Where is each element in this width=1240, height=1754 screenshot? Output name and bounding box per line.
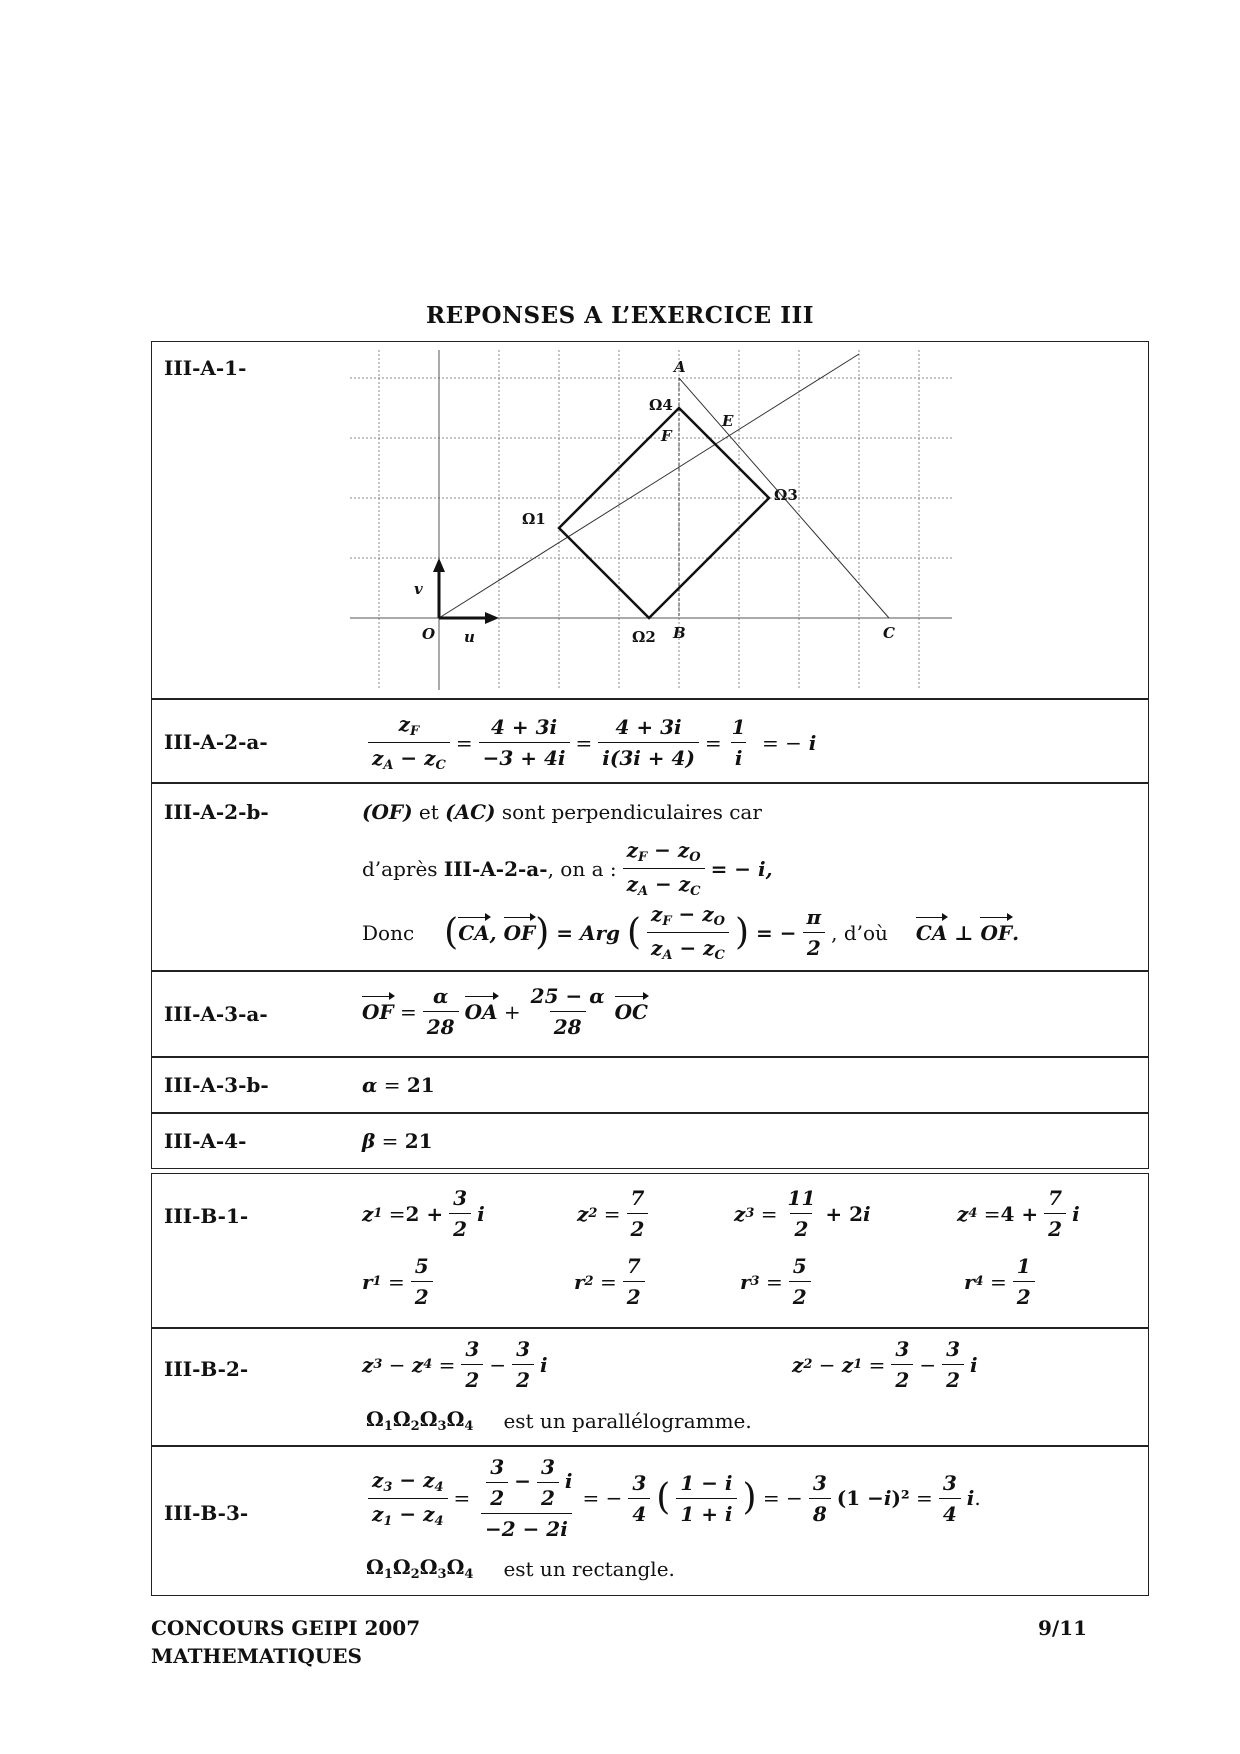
footer-subject: MATHEMATIQUES (151, 1644, 362, 1668)
section-label: III-A-2-b- (164, 800, 269, 824)
beta-value: 21 (404, 1129, 433, 1153)
z4: z 4 = 4 + $\frac{7}{2}$ i (957, 1186, 1080, 1241)
text-ref: III-A-2-a- (443, 856, 548, 881)
r4: r 4 = $\frac{1}{2}$ (964, 1254, 1041, 1309)
alpha-value: 21 (406, 1073, 435, 1097)
z2: z 2 = $\frac{7}{2}$ (577, 1186, 654, 1241)
label-O: O (422, 625, 436, 643)
b2-conclusion: est un parallélogramme. (503, 1408, 752, 1433)
text-donc: Donc (362, 920, 415, 945)
z1: z 1 = 2 + $\frac{3}{2}$ i (362, 1186, 485, 1241)
text-perpendiculaires: sont perpendiculaires car (501, 800, 762, 824)
b3-conclusion-row: $\Omega_1\Omega_2\Omega_3\Omega_4$ est un rectangle. (366, 1555, 675, 1582)
section-label: III-A-4- (164, 1129, 247, 1153)
section-label: III-A-3-b- (164, 1073, 269, 1097)
section-label: III-B-2- (164, 1357, 249, 1381)
label-C: C (883, 624, 895, 642)
r2: r 2 = $\frac{7}{2}$ (574, 1254, 651, 1309)
formula-a3a: OF = $\frac{\alpha}{28}$ OA + $\frac{25 - \alpha}{28}$ OC (362, 984, 648, 1039)
label-B: B (673, 624, 686, 642)
geometry-figure (342, 350, 962, 690)
b2-conclusion-row: $\Omega_1\Omega_2\Omega_3\Omega_4$ est un parallélogramme. (366, 1407, 752, 1434)
a2b-line2: d’après III-A-2-a- , on a : $\frac{z_F - z_O}{z_A - z_C}$ = − i, (362, 838, 773, 899)
formula-beta: β = 21 (362, 1129, 433, 1153)
text-onA: , on a : (547, 856, 617, 881)
label-omega4: Ω4 (649, 396, 673, 414)
section-label: III-A-3-a- (164, 1002, 268, 1026)
label-omega2: Ω2 (632, 628, 656, 646)
label-omega3: Ω3 (774, 486, 798, 504)
a2b-line3: Donc ( CA, OF ) = Arg ( $\frac{z_F - z_O}{z_A - z_C}$ ) = − $\frac{\pi}{2}$ , d’où CA ⊥ OF. (362, 902, 1020, 963)
label-v: v (414, 580, 423, 598)
section-b2 (151, 1328, 1149, 1446)
section-label: III-A-2-a- (164, 730, 268, 754)
section-label: III-B-1- (164, 1204, 249, 1228)
label-omega1: Ω1 (522, 510, 546, 528)
label-A: A (674, 358, 686, 376)
z3: z 3 = $\frac{11}{2}$ + 2 i (734, 1186, 871, 1241)
label-E: E (722, 412, 734, 430)
section-a2a (151, 699, 1149, 783)
section-a1 (151, 341, 1149, 699)
label-F: F (661, 427, 672, 445)
r1: r 1 = $\frac{5}{2}$ (362, 1254, 439, 1309)
r3: r 3 = $\frac{5}{2}$ (740, 1254, 817, 1309)
text-dapres: d’après (362, 856, 438, 881)
section-label: III-A-1- (164, 356, 247, 380)
section-label: III-B-3- (164, 1501, 249, 1525)
formula-alpha: α = 21 (362, 1073, 435, 1097)
section-a3a (151, 971, 1149, 1057)
text-dou: , d’où (831, 920, 888, 945)
page-number: 9/11 (1038, 1616, 1088, 1640)
z3-minus-z4: z 3 − z 4 = $\frac{3}{2}$ − $\frac{3}{2}$ i (362, 1337, 548, 1392)
section-a2b (151, 783, 1149, 971)
formula-b3: $\frac{z_3 - z_4}{z_1 - z_4}$ = $\frac{3}{2}$ − $\frac{3}{2}$ i −2 − 2i = − $\frac{3}{4}$ ( $\frac{1 - i}{1 + i}$ ) = − $\frac{3}{8}$ (1 − i )² = $\frac{3}{4}$ i . (362, 1455, 981, 1541)
section-b3 (151, 1446, 1149, 1596)
section-a3b (151, 1057, 1149, 1113)
z2-minus-z1: z 2 − z 1 = $\frac{3}{2}$ − $\frac{3}{2}$ i (792, 1337, 978, 1392)
text-et: et (418, 800, 439, 824)
vector-u-arrow (485, 612, 499, 624)
a2b-line1: (OF) et (AC) sont perpendiculaires car (362, 800, 762, 824)
footer-contest: CONCOURS GEIPI 2007 (151, 1616, 421, 1640)
section-a4 (151, 1113, 1149, 1169)
b3-conclusion: est un rectangle. (503, 1556, 675, 1581)
label-u: u (464, 628, 475, 646)
formula-a2a: $\frac{z_F}{z_A - z_C}$ = $\frac{4 + 3i}{-3 + 4i}$ = $\frac{4 + 3i}{i(3i + 4)}$ = $\frac{1}{i}$ = − i (362, 712, 816, 773)
vector-v-arrow (433, 558, 445, 572)
page-title: REPONSES A L’EXERCICE III (426, 302, 814, 329)
section-b1 (151, 1173, 1149, 1328)
